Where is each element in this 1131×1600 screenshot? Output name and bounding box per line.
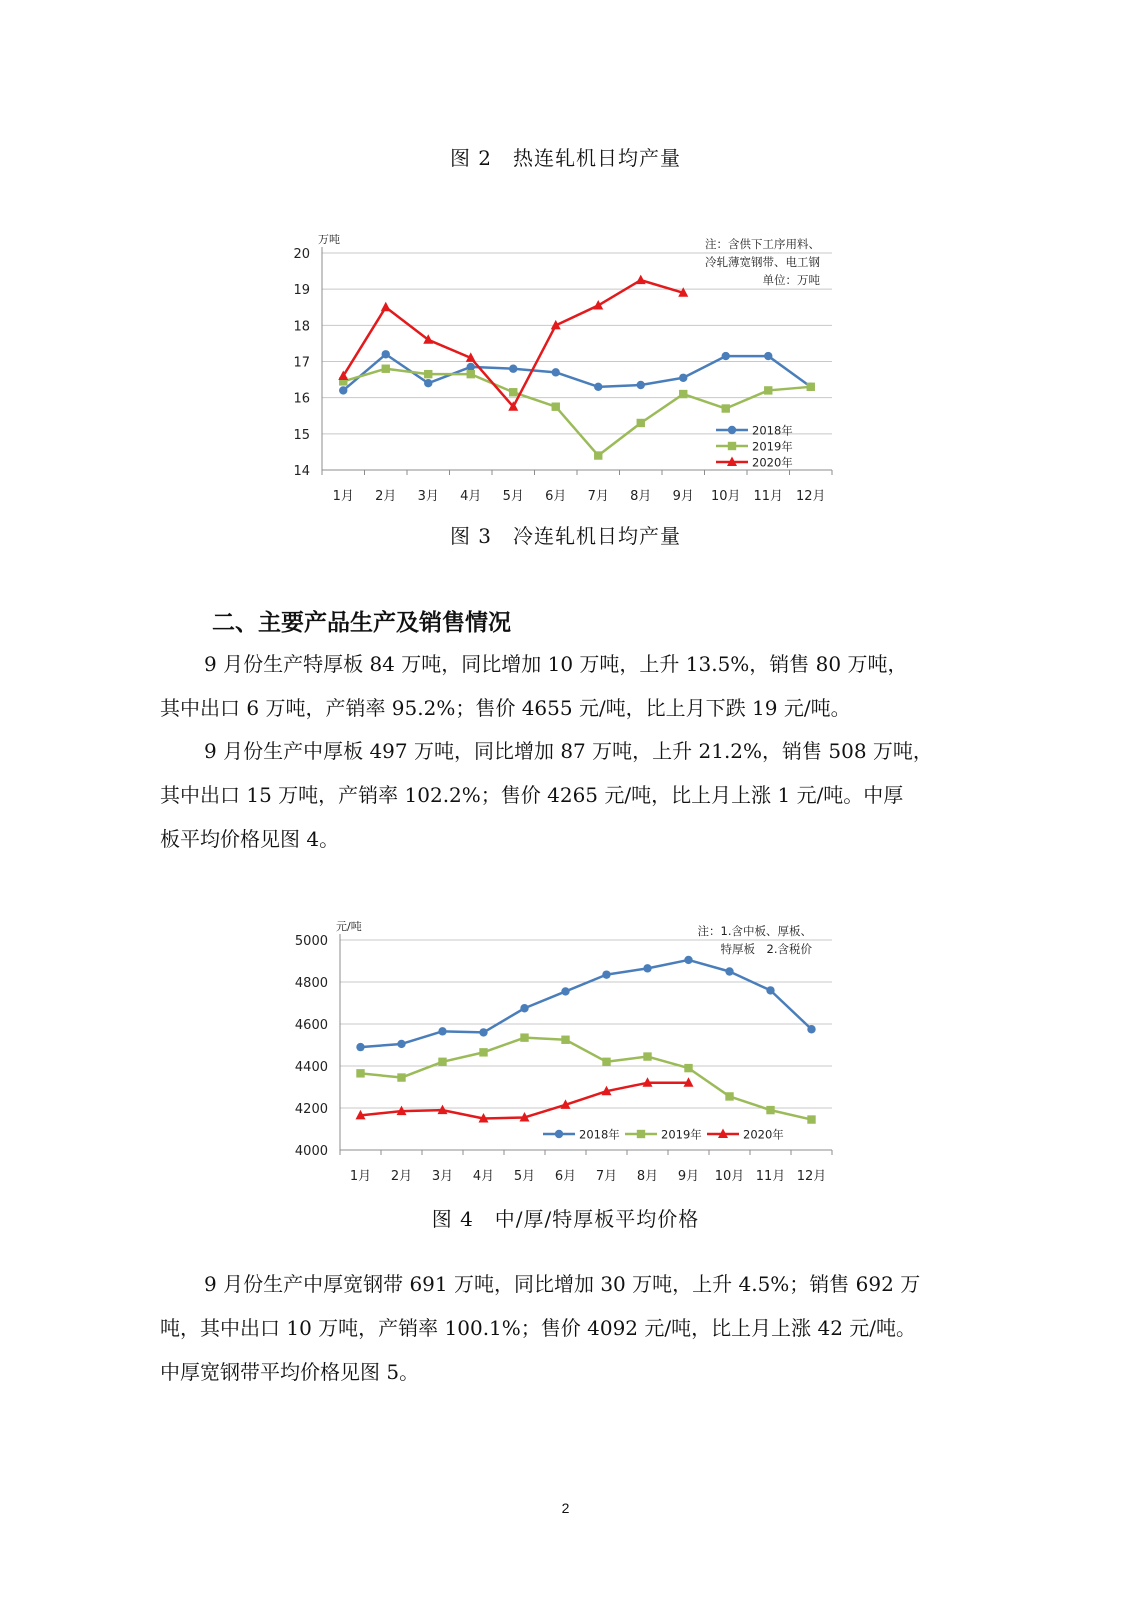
data-point-2018年	[722, 352, 730, 360]
y-tick-label: 19	[293, 283, 310, 299]
data-point-2018年	[509, 365, 517, 373]
x-tick-label: 3月	[431, 1169, 454, 1184]
paragraph-2-line-2: 其中出口 15 万吨，产销率 102.2%；售价 4265 元/吨，比上月上涨 1 元/吨。中厚	[160, 783, 904, 807]
data-point-2018年	[561, 987, 569, 995]
y-tick-label: 4200	[294, 1102, 328, 1117]
data-point-2020年	[479, 1113, 489, 1123]
data-point-2018年	[479, 1028, 487, 1036]
data-point-2018年	[356, 1043, 364, 1051]
data-point-2018年	[602, 970, 610, 978]
data-point-2019年	[552, 403, 560, 411]
data-point-2018年	[520, 1004, 528, 1012]
data-point-2018年	[382, 350, 390, 358]
data-point-2020年	[593, 300, 603, 310]
data-point-2020年	[397, 1106, 407, 1116]
y-axis-unit-label: 万吨	[318, 233, 340, 246]
x-tick-label: 10月	[710, 489, 741, 504]
paragraph-2-line-3: 板平均价格见图 4。	[160, 827, 340, 851]
x-tick-label: 2月	[390, 1169, 413, 1184]
series-line-2018年	[343, 354, 811, 390]
x-tick-label: 8月	[636, 1169, 659, 1184]
data-point-2018年	[643, 964, 651, 972]
x-tick-label: 12月	[795, 489, 826, 504]
data-point-2018年	[764, 352, 772, 360]
data-point-2019年	[807, 383, 815, 391]
x-tick-label: 10月	[714, 1169, 745, 1184]
data-point-2018年	[684, 956, 692, 964]
data-point-2019年	[602, 1058, 610, 1066]
data-point-2018年	[807, 383, 815, 391]
data-point-2020年	[678, 287, 688, 297]
data-point-2019年	[807, 1115, 815, 1123]
data-point-2019年	[764, 386, 772, 394]
data-point-2018年	[807, 1025, 815, 1033]
series-line-2020年	[343, 280, 683, 407]
data-point-2020年	[356, 1110, 366, 1120]
y-axis-unit-label: 元/吨	[336, 920, 362, 933]
y-tick-label: 5000	[294, 934, 328, 949]
legend-label: 2018年	[579, 1127, 620, 1142]
x-tick-label: 2月	[375, 489, 397, 504]
data-point-2018年	[594, 383, 602, 391]
data-point-2019年	[397, 1073, 405, 1081]
data-point-2018年	[467, 363, 475, 371]
data-point-2018年	[424, 379, 432, 387]
legend-label: 2019年	[661, 1127, 702, 1142]
paragraph-3-line-2: 吨，其中出口 10 万吨，产销率 100.1%；售价 4092 元/吨，比上月上涨 42 元/吨。	[160, 1316, 917, 1340]
x-tick-label: 7月	[595, 1169, 618, 1184]
data-point-2020年	[561, 1099, 571, 1109]
data-point-2020年	[438, 1105, 448, 1115]
y-tick-label: 20	[293, 247, 310, 262]
figure-4-caption: 图 4 中/厚/特厚板平均价格	[431, 1207, 700, 1231]
y-tick-label: 17	[293, 355, 310, 371]
x-tick-label: 6月	[554, 1169, 577, 1184]
data-point-2019年	[438, 1058, 446, 1066]
data-point-2018年	[637, 381, 645, 389]
data-point-2019年	[766, 1106, 774, 1114]
data-point-2019年	[637, 419, 645, 427]
x-tick-label: 7月	[587, 489, 609, 504]
data-point-2019年	[356, 1069, 364, 1077]
data-point-2019年	[424, 370, 432, 378]
x-tick-label: 9月	[672, 489, 694, 504]
x-tick-label: 11月	[753, 489, 784, 504]
section-heading: 二、主要产品生产及销售情况	[212, 610, 511, 636]
data-point-2019年	[594, 451, 602, 459]
paragraph-3-line-1: 9 月份生产中厚宽钢带 691 万吨，同比增加 30 万吨，上升 4.5%；销售 692 万	[204, 1272, 921, 1296]
data-point-2020年	[520, 1112, 530, 1122]
paragraph-3	[160, 1262, 972, 1394]
data-point-2018年	[766, 986, 774, 994]
y-tick-label: 4400	[294, 1060, 328, 1075]
data-point-2020年	[636, 275, 646, 285]
data-point-2020年	[602, 1086, 612, 1096]
y-tick-label: 18	[293, 319, 310, 335]
paragraph-1	[160, 642, 972, 730]
data-point-2019年	[339, 377, 347, 385]
data-point-2018年	[339, 386, 347, 394]
x-tick-label: 4月	[472, 1169, 495, 1184]
data-point-2020年	[466, 352, 476, 362]
series-line-2018年	[361, 960, 812, 1047]
x-tick-label: 1月	[332, 489, 354, 504]
paragraph-2-line-1: 9 月份生产中厚板 497 万吨，同比增加 87 万吨，上升 21.2%，销售 508 万吨，	[204, 739, 933, 763]
series-line-2019年	[343, 369, 811, 456]
data-point-2020年	[551, 320, 561, 330]
x-tick-label: 4月	[460, 489, 482, 504]
data-point-2018年	[552, 368, 560, 376]
x-tick-label: 5月	[513, 1169, 536, 1184]
y-tick-label: 14	[293, 464, 310, 479]
figure-3-caption: 图 3 冷连轧机日均产量	[449, 524, 682, 548]
paragraph-2	[160, 729, 972, 861]
data-point-2019年	[722, 404, 730, 412]
legend-marker-2020年	[718, 1129, 728, 1139]
y-tick-label: 4000	[294, 1144, 328, 1159]
chart-note: 单位：万吨	[762, 273, 820, 287]
data-point-2020年	[643, 1077, 653, 1087]
x-tick-label: 5月	[502, 489, 524, 504]
x-tick-label: 3月	[417, 489, 439, 504]
legend-label: 2020年	[752, 455, 793, 470]
data-point-2020年	[684, 1077, 694, 1087]
data-point-2020年	[338, 370, 348, 380]
data-point-2018年	[679, 374, 687, 382]
data-point-2019年	[467, 370, 475, 378]
x-tick-label: 9月	[677, 1169, 700, 1184]
x-tick-label: 6月	[545, 489, 567, 504]
legend-marker-2020年	[727, 457, 737, 467]
x-tick-label: 8月	[630, 489, 652, 504]
data-point-2019年	[561, 1036, 569, 1044]
data-point-2019年	[479, 1048, 487, 1056]
data-point-2019年	[684, 1064, 692, 1072]
chart-note: 特厚板 2.含税价	[720, 942, 812, 956]
y-tick-label: 15	[293, 427, 310, 443]
chart-note: 注：1.含中板、厚板、	[697, 924, 812, 938]
page-number: 2	[561, 1500, 570, 1516]
data-point-2018年	[725, 967, 733, 975]
legend-marker-2018年	[728, 426, 736, 434]
paragraph-3-line-3: 中厚宽钢带平均价格见图 5。	[160, 1360, 420, 1384]
data-point-2020年	[423, 334, 433, 344]
y-tick-label: 4800	[294, 976, 328, 991]
y-tick-label: 4600	[294, 1018, 328, 1033]
paragraph-1-line-2: 其中出口 6 万吨，产销率 95.2%；售价 4655 元/吨，比上月下跌 19 元/吨。	[160, 696, 851, 720]
data-point-2020年	[381, 302, 391, 312]
legend-label: 2018年	[752, 423, 793, 438]
figure-2-caption: 图 2 热连轧机日均产量	[449, 146, 682, 170]
data-point-2019年	[725, 1092, 733, 1100]
data-point-2019年	[643, 1052, 651, 1060]
legend-marker-2018年	[555, 1130, 563, 1138]
data-point-2018年	[397, 1040, 405, 1048]
series-line-2020年	[361, 1083, 689, 1119]
data-point-2019年	[509, 388, 517, 396]
x-tick-label: 12月	[796, 1169, 827, 1184]
paragraph-1-line-1: 9 月份生产特厚板 84 万吨，同比增加 10 万吨，上升 13.5%，销售 80 万吨，	[204, 652, 908, 676]
series-line-2019年	[361, 1038, 812, 1120]
legend-label: 2019年	[752, 439, 793, 454]
data-point-2018年	[438, 1027, 446, 1035]
x-tick-label: 11月	[755, 1169, 786, 1184]
legend-marker-2019年	[637, 1130, 645, 1138]
data-point-2019年	[382, 365, 390, 373]
chart-note: 注：含供下工序用料、	[705, 237, 820, 251]
chart-note: 冷轧薄宽钢带、电工钢	[705, 255, 820, 269]
data-point-2019年	[679, 390, 687, 398]
x-tick-label: 1月	[349, 1169, 372, 1184]
legend-label: 2020年	[743, 1127, 784, 1142]
data-point-2020年	[508, 401, 518, 411]
legend-marker-2019年	[728, 442, 736, 450]
data-point-2019年	[520, 1033, 528, 1041]
y-tick-label: 16	[293, 391, 310, 407]
